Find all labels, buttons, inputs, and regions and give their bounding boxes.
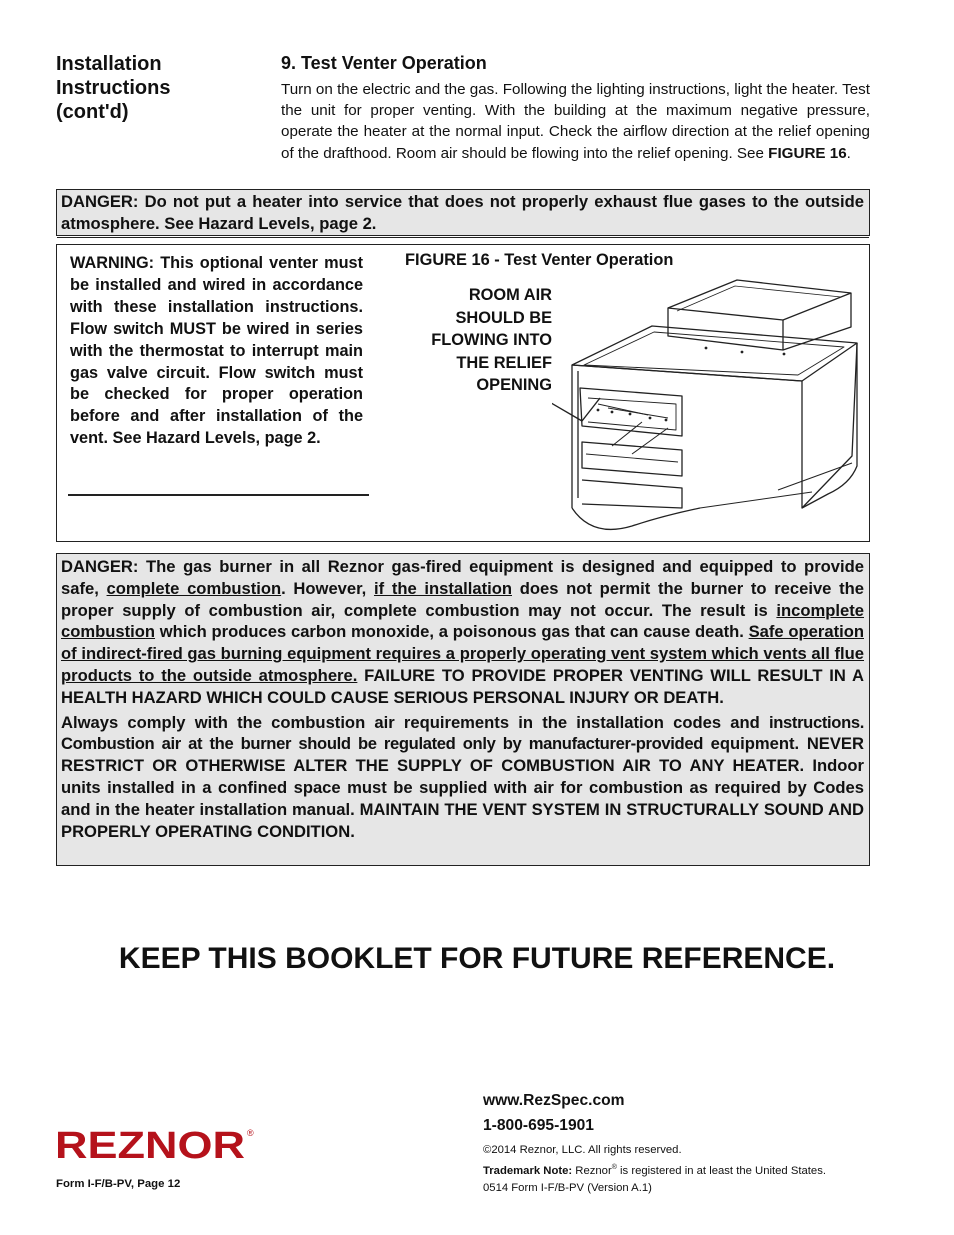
heater-illustration [552,258,862,540]
callout-line: ROOM AIR [468,286,552,304]
side-heading-line: Installation [56,53,162,75]
danger-paragraph [61,712,864,843]
danger-emphasis: incomplete combustion [61,600,864,642]
section-body-text: Turn on the electric and the gas. Following the lighting instructions, light the heater. Test the unit for proper venting. With the building at the maximum negative pressure, operate the heater at the normal input. Check the airflow direction at the relief opening of the drafthood. Room air should be flowing into the relief opening. See [281,81,870,162]
reznor-logo [55,1124,265,1166]
danger-notice-text: DANGER: Do not put a heater into service that does not properly exhaust flue gases to the outside atmosphere. See Hazard Levels, page 2. [61,192,864,233]
danger-text: equipment. NEVER RESTRICT OR OTHERWISE ALTER THE SUPPLY OF COMBUSTION AIR TO ANY HEATER. Indoor units installed in a confined space must be supplied with air for combustion as required by Codes and in the heater installation manual. MAINTAIN THE VENT SYSTEM IN STRUCTURALLY SOUND AND PROPERLY OPERATING CONDITION. [61,734,864,841]
danger-text: . However, [281,578,374,598]
danger-text: Always comply with the combustion air requirements in the installation codes and [61,712,769,732]
figure-caption: FIGURE 16 - Test Venter Operation [405,251,674,269]
form-page-label: Form I-F/B-PV, Page 12 [56,1178,181,1190]
keep-booklet-notice: KEEP THIS BOOKLET FOR FUTURE REFERENCE. [118,942,836,975]
danger-text: which produces carbon monoxide, a poisonous gas that can cause death. [155,622,749,642]
callout-line: FLOWING INTO [431,331,552,350]
figure-reference: FIGURE 16 [768,144,847,162]
trademark-brand: Reznor [575,1164,612,1177]
danger-text: does not permit the burner to receive the proper supply of combustion air, complete combustion may not occur. The result is [61,578,864,620]
website-link[interactable]: www.RezSpec.com [483,1092,625,1109]
trademark-text: is registered in at least the United States. [616,1164,826,1177]
copyright-line: ©2014 Reznor, LLC. All rights reserved. [483,1144,682,1156]
danger-paragraph [61,556,864,709]
contact-block [483,1088,625,1138]
callout-line: OPENING [476,376,552,395]
callout-line: SHOULD BE [455,308,552,327]
figure-callout [405,284,552,397]
section-body-end: . [846,144,851,162]
danger-emphasis: if the installation [373,578,512,598]
logo-text: REZNOR [55,1125,245,1166]
phone-number: 1-800-695-1901 [483,1117,594,1134]
danger-text: DANGER: The gas burner in all Reznor gas-fired equipment is designed and equipped to provide safe, [61,557,864,598]
danger-text: FAILURE TO PROVIDE PROPER VENTING WILL RESULT IN A HEALTH HAZARD WHICH COULD CAUSE SERIOUS PERSONAL INJURY OR DEATH. [61,665,865,707]
legal-block [483,1142,826,1197]
section-title: 9. Test Venter Operation [281,53,487,73]
warning-divider [68,494,369,496]
section-body [281,79,870,164]
danger-notice-combustion [56,553,870,866]
side-heading [56,52,256,124]
warning-notice: WARNING: This optional venter must be installed and wired in accordance with these installation instructions. Flow switch MUST be wired in series with the thermostat to interrupt main gas valve circuit. Flow switch must be checked for proper operation before and after installation of the vent. See Hazard Levels, page 2. [70,254,363,448]
danger-emphasis: complete combustion [106,578,282,598]
trademark-line [483,1159,826,1180]
trademark-mark: ® [611,1164,617,1172]
danger-text: instructions. Combustion air at the burner should be regulated only by manufacturer-provided [61,712,864,754]
danger-notice-venting [56,189,870,236]
side-heading-line: (cont'd) [56,101,129,123]
logo-registered-mark: ® [247,1128,254,1138]
callout-line: THE RELIEF [456,353,552,372]
danger-emphasis: Safe operation of indirect-fired gas burning equipment requires a properly operating vent system which vents all flue products to the outside atmosphere. [61,622,864,685]
form-version-line: 0514 Form I-F/B-PV (Version A.1) [483,1182,652,1195]
trademark-label: Trademark Note: [483,1164,573,1177]
side-heading-line: Instructions [56,77,171,99]
